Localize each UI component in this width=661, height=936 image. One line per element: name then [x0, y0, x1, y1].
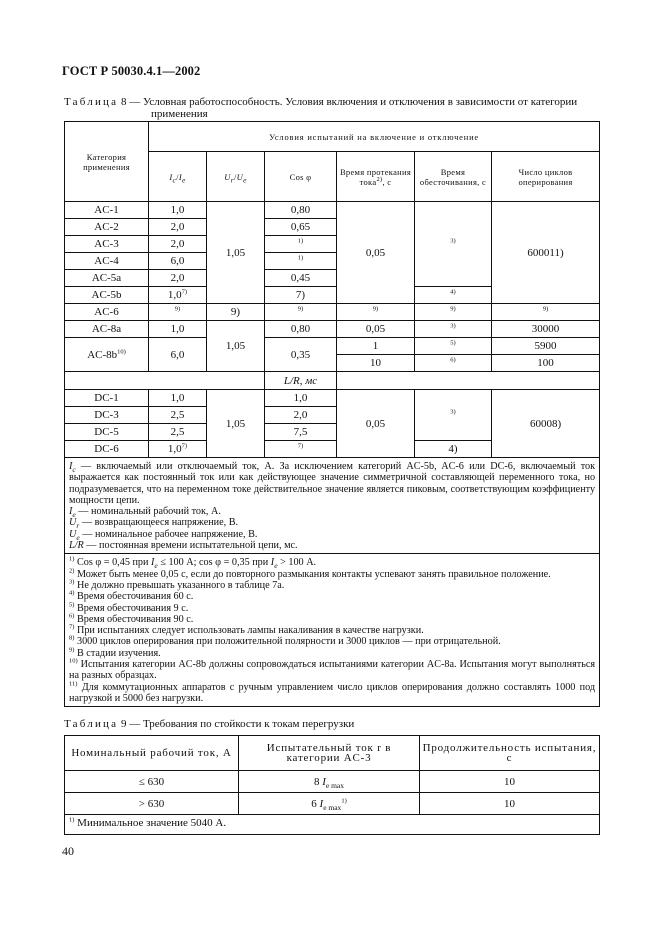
- cell-category: DC-5: [65, 424, 149, 441]
- cell-category: AC-2: [65, 219, 149, 236]
- cell-ic: 2,5: [149, 407, 207, 424]
- cell-cos: 1): [265, 253, 337, 270]
- cell-category: AC-4: [65, 253, 149, 270]
- table8-footnotes: [65, 554, 600, 707]
- footnote-4: $^{4)}$ Время обесточивания 60 с.: [69, 589, 194, 603]
- cell-break: 6): [415, 355, 492, 372]
- cell-ic: 6,0: [149, 338, 207, 372]
- footnote-2: $^{2)}$ Может быть менее 0,05 с, если до повторного размыкания контакты успевают занять правильное положение.: [69, 567, 551, 580]
- table9: [64, 735, 600, 835]
- cell-break: 3): [415, 321, 492, 338]
- cell-cycles: 9): [492, 304, 600, 321]
- cell-break: 9): [415, 304, 492, 321]
- col-header-break: Время обесточивания, с: [415, 152, 492, 202]
- footnote-5: $^{5)}$ Время обесточивания 9 с.: [69, 601, 189, 614]
- footnote-9: $^{9)}$ В стадии изучения.: [69, 646, 161, 659]
- t9-footnote: $^{1)}$ Минимальное значение 5040 А.: [65, 815, 600, 835]
- cell-category: AC-5b: [65, 287, 149, 304]
- col-header-ur-ue: $U_r/U_e$: [207, 152, 265, 202]
- t9-col-header-duration: Продолжительность испытания, с: [420, 736, 600, 771]
- t9-cell-test-current: 6 $I_{e max}^{1)}$: [239, 793, 420, 815]
- def-ur: $U_r$ — возвращающееся напряжение, В.: [69, 517, 239, 531]
- cell-cos: 0,80: [265, 321, 337, 338]
- cell-lr: 2,0: [265, 407, 337, 424]
- footnote-6: $^{6)}$ Время обесточивания 90 с.: [69, 612, 194, 625]
- cell-category: AC-6: [65, 304, 149, 321]
- cell-break: 5): [415, 338, 492, 355]
- col-header-cos: Cos φ: [265, 152, 337, 202]
- table9-caption-label: Таблица: [64, 718, 119, 730]
- cell-ic: 1,0: [149, 321, 207, 338]
- cell-lr: 7,5: [265, 424, 337, 441]
- table8-caption-number: 8: [120, 96, 127, 108]
- cell-ic: 2,0: [149, 219, 207, 236]
- cell-time: 0,05: [337, 390, 415, 458]
- cell-time: 0,05: [337, 321, 415, 338]
- t9-cell-duration: 10: [420, 771, 600, 793]
- def-ue: $U_e$ — номинальное рабочее напряжение, В.: [69, 528, 258, 542]
- cell-ic: 9): [149, 304, 207, 321]
- cell-category: DC-3: [65, 407, 149, 424]
- cell-break: 3): [415, 390, 492, 441]
- col-header-category: Категория применения: [65, 122, 149, 202]
- empty-cell: [65, 372, 265, 390]
- table8-caption-cont: применения: [151, 108, 208, 120]
- footnote-1: $^{1)}$ Cos φ = 0,45 при $I_e \le 100$ А; cos φ = 0,35 при $I_e > 100$ А.: [69, 555, 317, 571]
- cell-category: AC-8a: [65, 321, 149, 338]
- cell-cycles: 60008): [492, 390, 600, 458]
- cell-time: 10: [337, 355, 415, 372]
- cell-category: AC-5a: [65, 270, 149, 287]
- table8-caption-label: Таблица: [64, 96, 119, 108]
- table9-caption-number: 9: [120, 718, 127, 730]
- cell-ic: 6,0: [149, 253, 207, 270]
- footnote-11: $^{11)}$ Для коммутационных аппаратов с ручным управлением число циклов оперирования должно составлять 1000 под нагрузкой и 5000 без нагрузки.: [69, 680, 596, 704]
- footnote-8: $^{8)}$ 3000 циклов оперирования при положительной полярности и 3000 циклов — при отрицательной.: [69, 635, 501, 648]
- cell-ic: 1,0: [149, 390, 207, 407]
- col-header-conditions: Условия испытаний на включение и отключение: [149, 122, 600, 152]
- col-header-ic-ie: $I_c/I_e$: [149, 152, 207, 202]
- cell-ur: 9): [207, 304, 265, 321]
- cell-time: 1: [337, 338, 415, 355]
- table9-caption-text: — Требования по стойкости к токам перегрузки: [129, 718, 355, 730]
- cell-ic: 2,0: [149, 270, 207, 287]
- t9-cell-current: > 630: [65, 793, 239, 815]
- page-number: 40: [62, 844, 74, 858]
- cell-cycles: 100: [492, 355, 600, 372]
- footnote-3: $^{3)}$ Не должно превышать указанного в таблице 7а.: [69, 578, 285, 591]
- cell-cycles: 5900: [492, 338, 600, 355]
- cell-cos: 9): [265, 304, 337, 321]
- def-ic: $I_c$ — включаемый или отключаемый ток, А. За исключением категорий AC-5b, AC-6 или DC-6, включаемый ток выражается как постоянный ток или как действующее значение симметричной составляющей переменного тока, но подразумевается, что на переменном токе действительное значение является пиковым, соответствующим коэффициенту мощности цепи.: [69, 461, 596, 506]
- table8: [64, 121, 600, 707]
- table8-definitions: [65, 458, 600, 554]
- cell-cos: 1): [265, 236, 337, 253]
- cell-time: 9): [337, 304, 415, 321]
- cell-cycles: 30000: [492, 321, 600, 338]
- col-header-time: Время протекания тока$^{2)}$, с: [337, 152, 415, 202]
- table9-caption: [64, 718, 354, 730]
- document-header: ГОСТ Р 50030.4.1—2002: [62, 64, 201, 78]
- table8-caption: [64, 96, 604, 120]
- def-lr: L/R — постоянная времени испытательной цепи, мс.: [69, 540, 298, 552]
- t9-col-header-test-current: Испытательный ток r в категории AC-3: [239, 736, 420, 771]
- cell-ic: 1,0: [149, 202, 207, 219]
- cell-cos: 7): [265, 287, 337, 304]
- cell-lr: 7): [265, 441, 337, 458]
- table8-caption-text: — Условная работоспособность. Условия включения и отключения в зависимости от категории: [129, 96, 578, 108]
- cell-ic: 1,0$^{7)}$: [149, 441, 207, 458]
- def-ie: $I_e$ — номинальный рабочий ток, А.: [69, 506, 221, 520]
- t9-col-header-current: Номинальный рабочий ток, А: [65, 736, 239, 771]
- cell-ic: 2,0: [149, 236, 207, 253]
- cell-break: 3): [415, 202, 492, 287]
- cell-cycles: 600011): [492, 202, 600, 304]
- cell-break: 4): [415, 441, 492, 458]
- cell-lr: 1,0: [265, 390, 337, 407]
- t9-cell-duration: 10: [420, 793, 600, 815]
- cell-ur: 1,05: [207, 390, 265, 458]
- col-header-cycles: Число циклов оперирования: [492, 152, 600, 202]
- cell-category: DC-6: [65, 441, 149, 458]
- cell-cos: 0,45: [265, 270, 337, 287]
- cell-category: AC-3: [65, 236, 149, 253]
- cell-cos: 0,35: [265, 338, 337, 372]
- cell-category: AC-1: [65, 202, 149, 219]
- cell-ic: 2,5: [149, 424, 207, 441]
- cell-category: $AC-8b^{10)}$: [65, 338, 149, 372]
- cell-ur: 1,05: [207, 321, 265, 372]
- cell-break: 4): [415, 287, 492, 304]
- cell-ur: 1,05: [207, 202, 265, 304]
- cell-ic: 1,0$^{7)}$: [149, 287, 207, 304]
- t9-cell-test-current: 8 $I_{e max}$: [239, 771, 420, 793]
- cell-cos: 0,65: [265, 219, 337, 236]
- cell-category: DC-1: [65, 390, 149, 407]
- empty-cell: [337, 372, 600, 390]
- cell-cos: 0,80: [265, 202, 337, 219]
- t9-cell-current: ≤ 630: [65, 771, 239, 793]
- footnote-10: $^{10)}$ Испытания категории AC-8b должны сопровождаться испытаниями категории AC-8a. Испытания могут выполняться на разных образцах.: [69, 657, 596, 682]
- lr-header: L/R, мс: [265, 372, 337, 390]
- cell-time: 0,05: [337, 202, 415, 304]
- footnote-7: $^{7)}$ При испытаниях следует использовать лампы накаливания в качестве нагрузки.: [69, 623, 424, 637]
